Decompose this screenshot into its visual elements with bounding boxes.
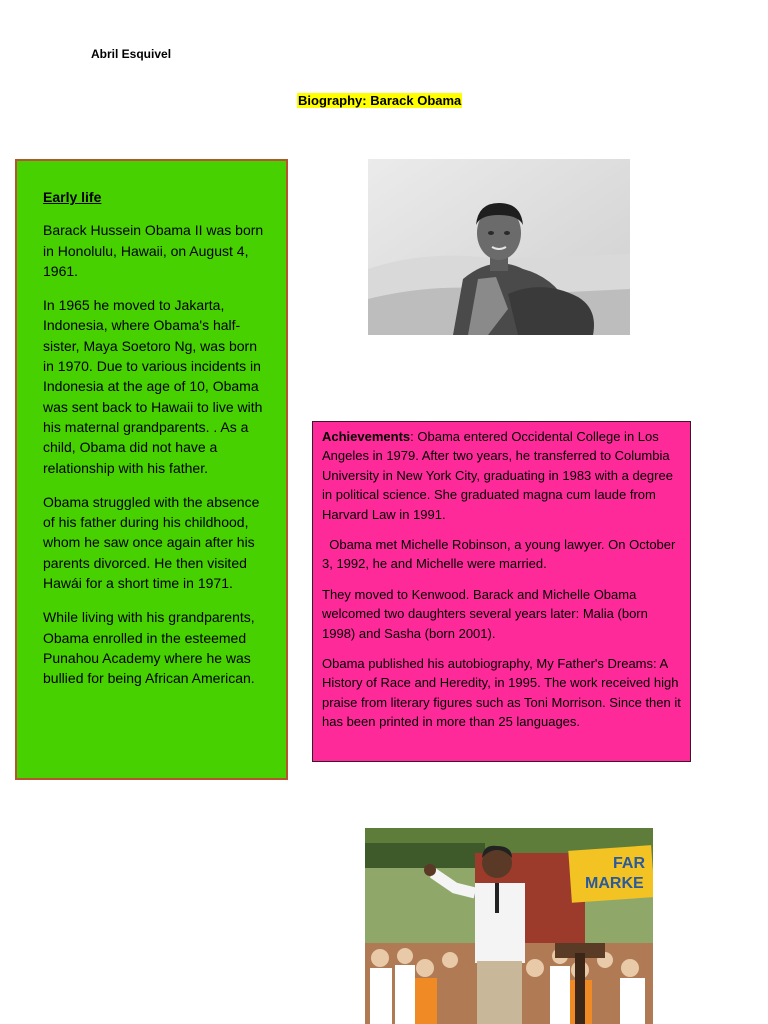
- achievements-box: [312, 421, 691, 762]
- young-obama-photo: [368, 159, 630, 335]
- achievements-paragraph: They moved to Kenwood. Barack and Michelle Obama welcomed two daughters several years later: Malia (born 1998) and Sasha (born 2001).: [322, 586, 648, 641]
- early-life-paragraph: In 1965 he moved to Jakarta, Indonesia, where Obama's half-sister, Maya Soetoro Ng, was born in 1970. Due to various incidents in Indonesia at the age of 10, Obama was sent back to Hawaii to live with his maternal grandparents. . As a child, Obama did not have a relationship with his father.: [43, 297, 263, 476]
- achievements-paragraph: Obama met Michelle Robinson, a young lawyer. On October 3, 1992, he and Michelle were married.: [322, 537, 679, 572]
- achievements-intro-text: : Obama entered Occidental College in Los Angeles in 1979. After two years, he transferred to Columbia University in New York City, graduating in 1983 with a degree in political science. She graduated magna cum laude from Harvard Law in 1991.: [322, 429, 673, 522]
- early-life-paragraph: Barack Hussein Obama II was born in Honolulu, Hawaii, on August 4, 1961.: [43, 222, 264, 279]
- early-life-heading: Early life: [43, 189, 102, 205]
- page-title: Biography: Barack Obama: [298, 93, 462, 108]
- author-name: Abril Esquivel: [91, 47, 172, 61]
- achievements-paragraph: Obama published his autobiography, My Father's Dreams: A History of Race and Heredity, in 1995. The work received high praise from literary figures such as Toni Morrison. Since then it has been printed in more than 25 languages.: [322, 656, 681, 730]
- achievements-intro-paragraph: [322, 427, 684, 524]
- early-life-box: [15, 159, 288, 780]
- early-life-paragraph: Obama struggled with the absence of his father during his childhood, whom he saw once again after his parents divorced. He then visited Hawái for a short time in 1971.: [43, 493, 260, 592]
- achievements-label: Achievements: [322, 429, 411, 444]
- sign-text: FAR: [613, 855, 645, 872]
- sign-text: MARKE: [585, 875, 644, 892]
- obama-rally-photo: [365, 828, 653, 1024]
- early-life-paragraph: While living with his grandparents, Obama enrolled in the esteemed Punahou Academy where he was bullied for being African American.: [43, 609, 255, 687]
